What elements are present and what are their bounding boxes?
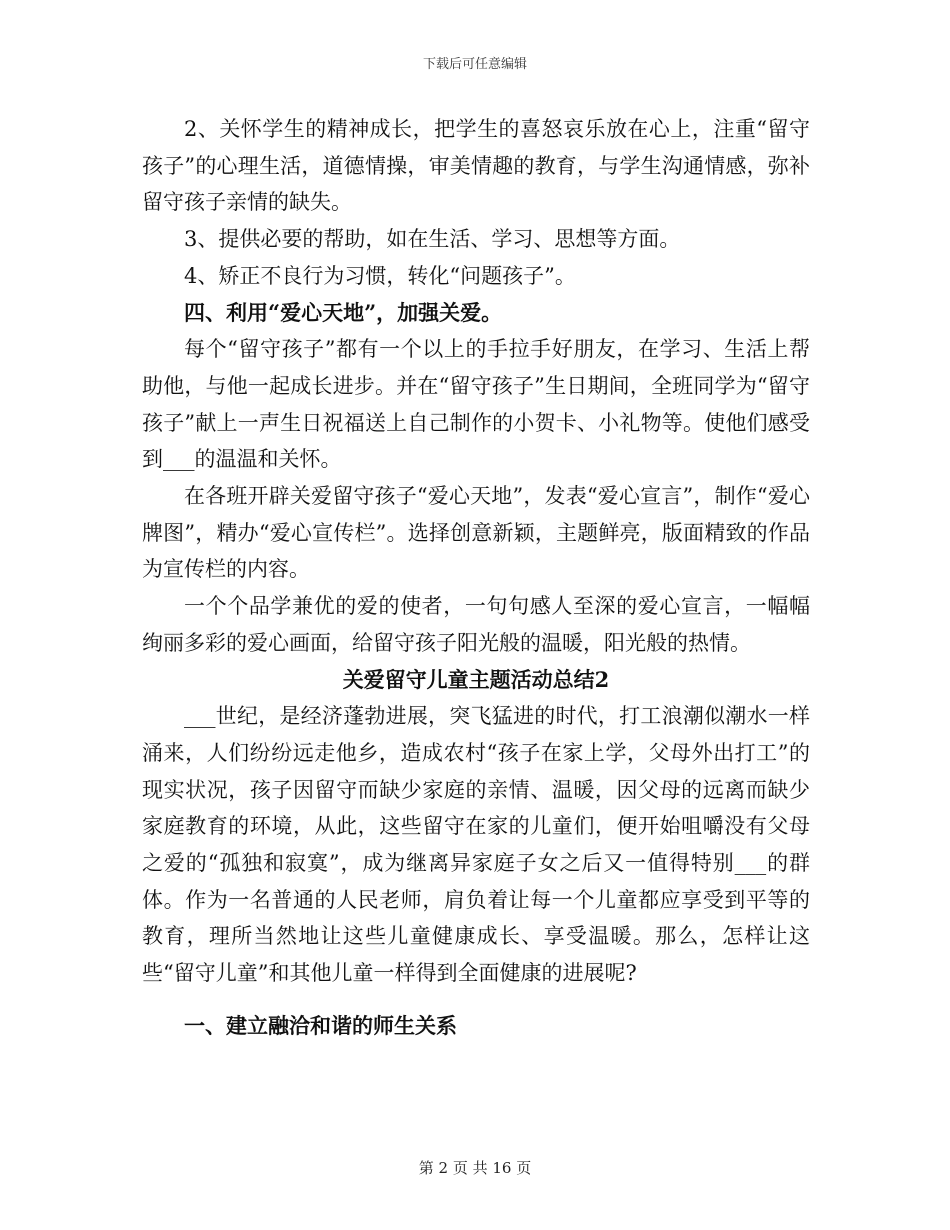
paragraph-century: ___世纪，是经济蓬勃进展，突飞猛进的时代，打工浪潮似潮水一样涌来，人们纷纷远走他乡，造成农村“孩子在家上学，父母外出打工”的现实状况，孩子因留守而缺少家庭的亲情、温暖，因父母的远离而缺少家庭教育的环境，从此，这些留守在家的儿童们，便开始咀嚼没有父母之爱的“孤独和寂寞”，成为继离异家庭子女之后又一值得特别___的群体。作为一名普通的人民老师，肩负着让每一个儿童都应享受到平等的教育，理所当然地让这些儿童健康成长、享受温暖。那么，怎样让这些“留守儿童”和其他儿童一样得到全面健康的进展呢? [142,704,810,986]
page-header: 下载后可任意编辑 [422,57,527,72]
document-body [142,111,810,1045]
paragraph-care-spirit: 2、关怀学生的精神成长，把学生的喜怒哀乐放在心上，注重“留守孩子”的心理生活，道德情操，审美情趣的教育，与学生沟通情感，弥补留守孩子亲情的缺失。 [142,117,810,215]
paragraph-correct-habits: 4、矫正不良行为习惯，转化“问题孩子”。 [184,263,576,288]
section-heading-love-corner: 四、利用“爱心天地”，加强关爱。 [184,299,503,325]
paragraph-love-corner: 在各班开辟关爱留守孩子“爱心天地”，发表“爱心宣言”，制作“爱心牌图”，精办“爱心宣传栏”。选择创意新颖，主题鲜亮，版面精致的作品为宣传栏的内容。 [142,484,810,582]
paragraph-messengers: 一个个品学兼优的爱的使者，一句句感人至深的爱心宣言，一幅幅绚丽多彩的爱心画面，给留守孩子阳光般的温暖，阳光般的热情。 [142,594,810,655]
paragraph-provide-help: 3、提供必要的帮助，如在生活、学习、思想等方面。 [184,227,681,252]
section-heading-teacher-student: 一、建立融洽和谐的师生关系 [184,1012,457,1038]
section-title-summary-2: 关爱留守儿童主题活动总结2 [342,666,610,692]
page-footer: 第 2 页 共 16 页 [418,1159,532,1177]
paragraph-buddy: 每个“留守孩子”都有一个以上的手拉手好朋友，在学习、生活上帮助他，与他一起成长进步。并在“留守孩子”生日期间，全班同学为“留守孩子”献上一声生日祝福送上自己制作的小贺卡、小礼物等。使他们感受到___的温温和关怀。 [142,337,810,472]
